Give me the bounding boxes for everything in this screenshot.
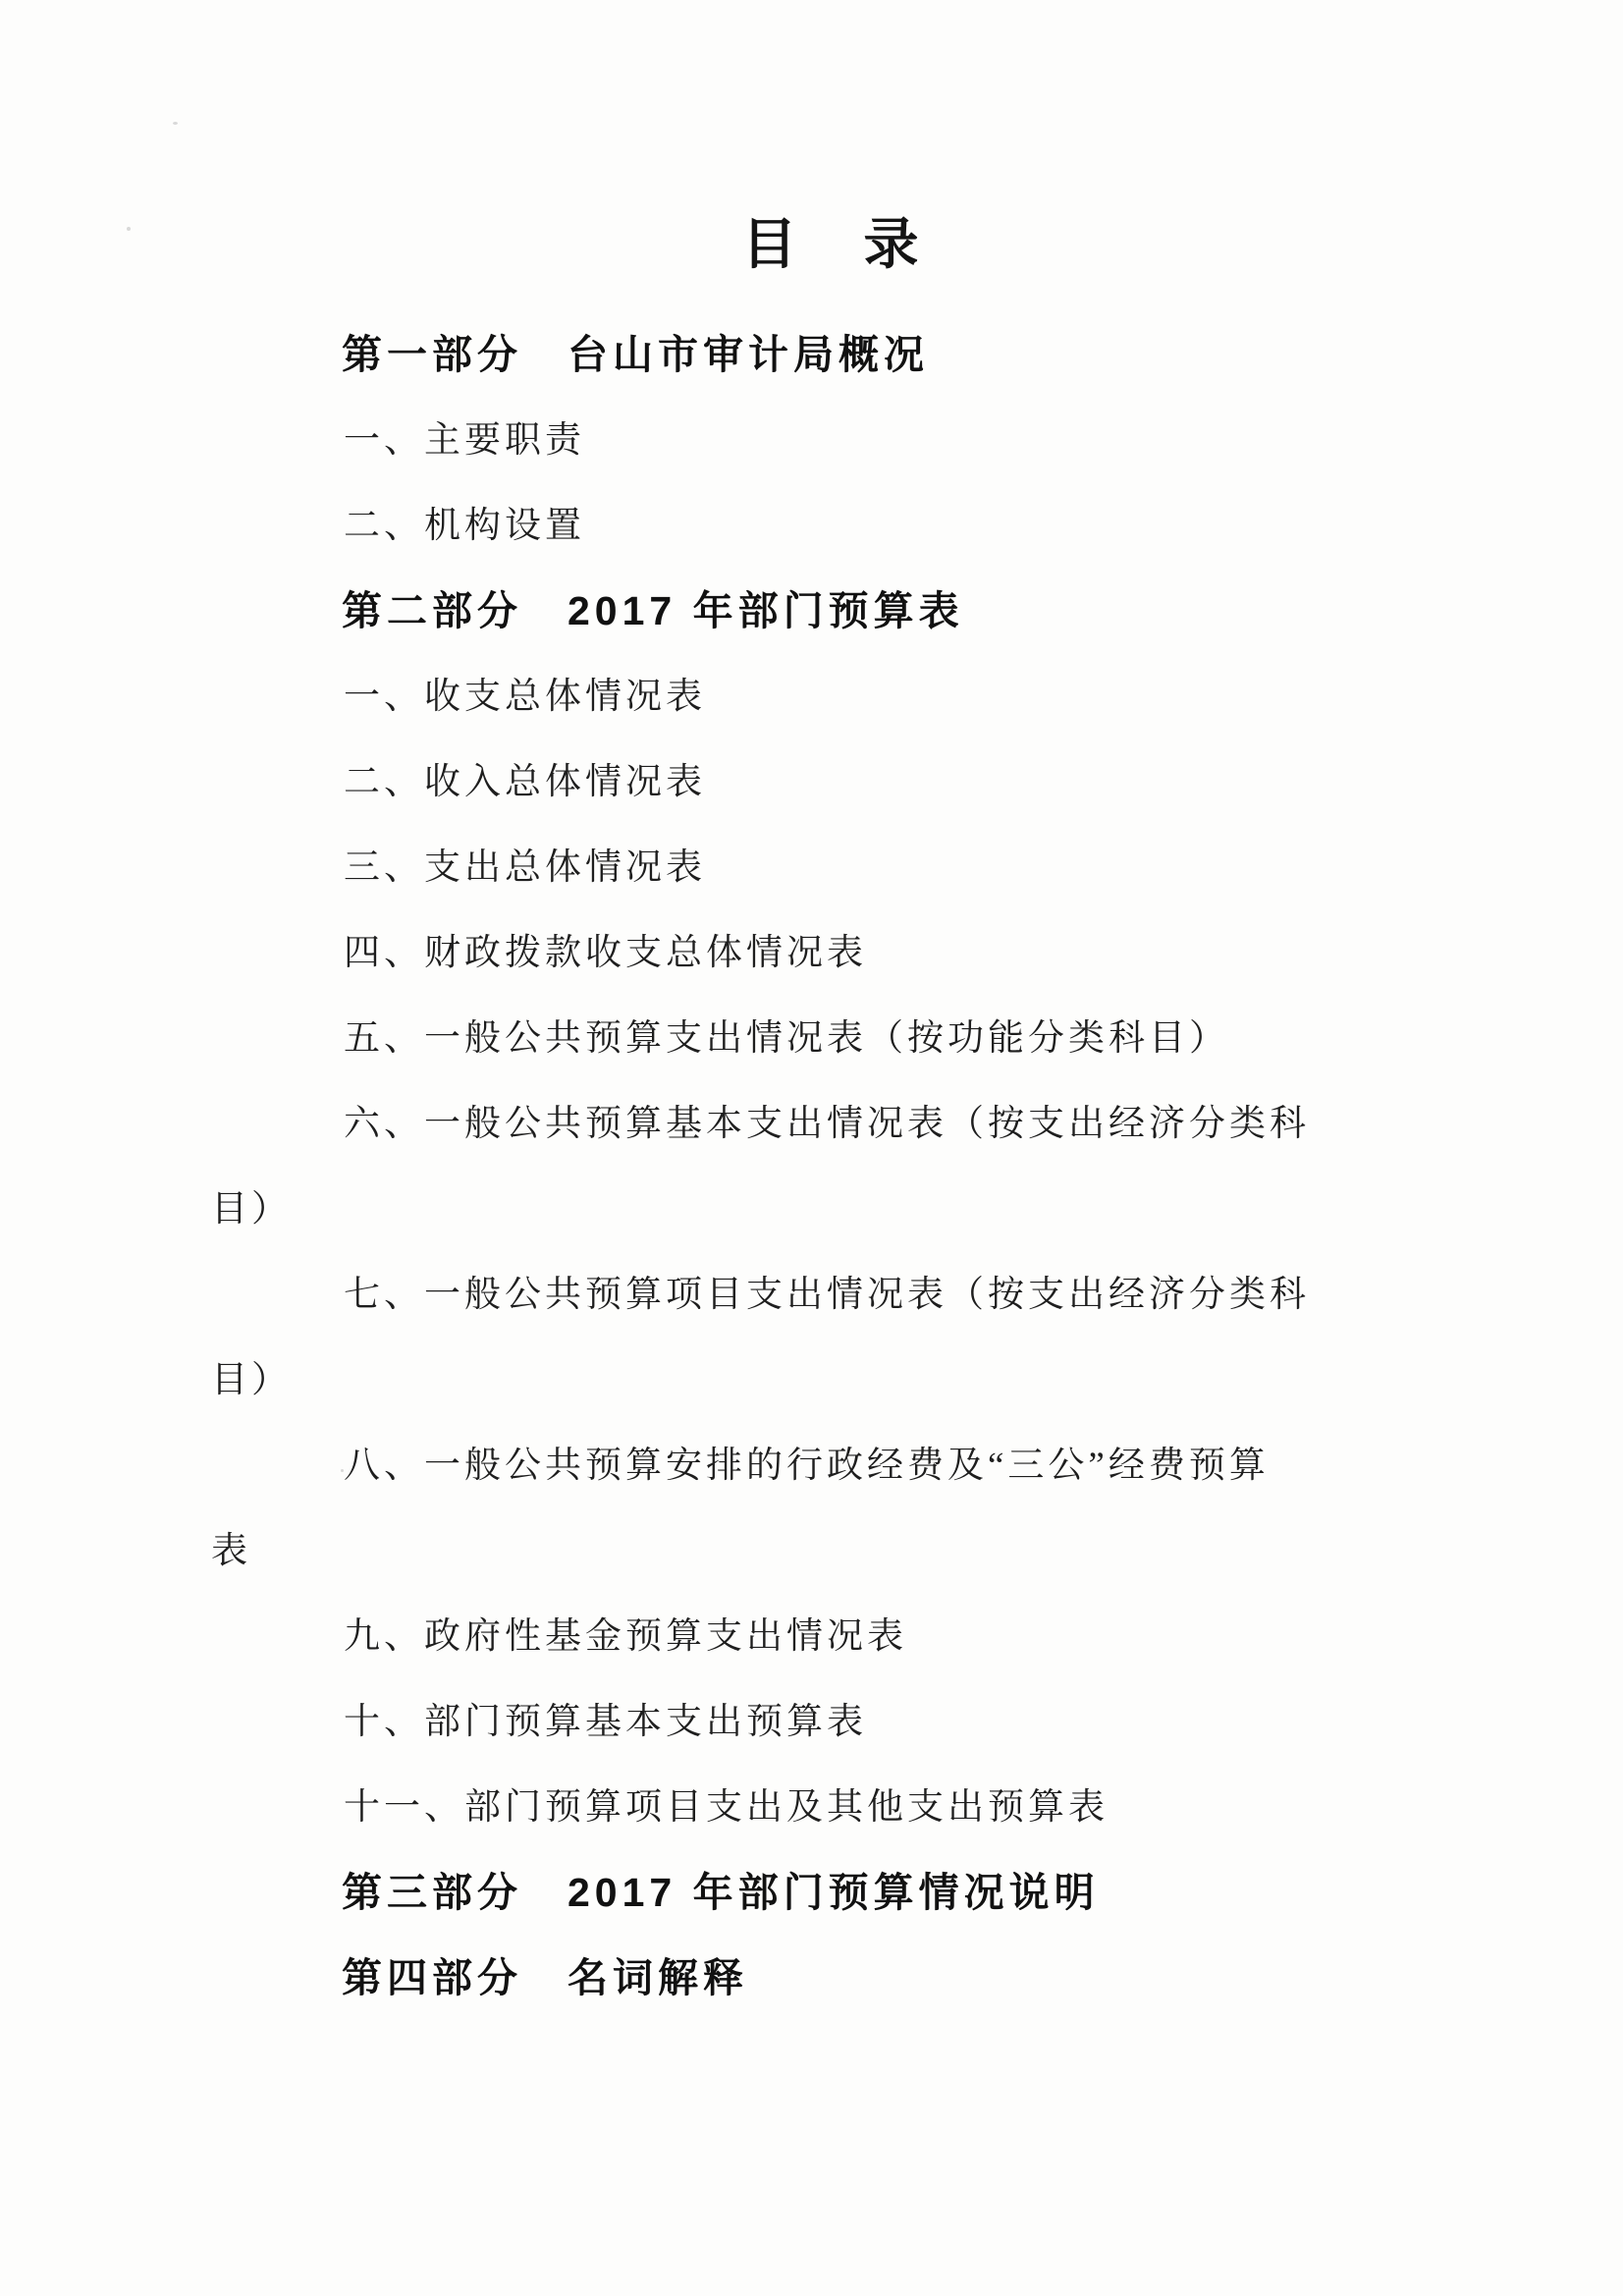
toc-item-11-dept-project: 十一、部门预算项目支出及其他支出预算表 bbox=[344, 1787, 1109, 1828]
toc-item-10-dept-basic: 十、部门预算基本支出预算表 bbox=[344, 1702, 867, 1742]
toc-heading-part1: 第一部分 台山市审计局概况 bbox=[342, 332, 929, 377]
toc-item-5-public-budget: 五、一般公共预算支出情况表（按功能分类科目） bbox=[344, 1018, 1229, 1059]
toc-item-4-fiscal: 四、财政拨款收支总体情况表 bbox=[344, 933, 867, 973]
toc-item-7-project-exp: 七、一般公共预算项目支出情况表（按支出经济分类科 bbox=[344, 1275, 1310, 1315]
toc-item-2-structure: 二、机构设置 bbox=[344, 506, 585, 546]
toc-item-2-income: 二、收入总体情况表 bbox=[344, 762, 706, 802]
toc-item-6-continuation: 目） bbox=[211, 1189, 292, 1230]
toc-heading-part4: 第四部分 名词解释 bbox=[342, 1955, 748, 2000]
page-title: 目 录 bbox=[741, 215, 925, 276]
toc-heading-part3: 第三部分 2017 年部门预算情况说明 bbox=[342, 1870, 1100, 1915]
toc-item-6-basic-exp: 六、一般公共预算基本支出情况表（按支出经济分类科 bbox=[344, 1104, 1310, 1144]
toc-item-9-gov-fund: 九、政府性基金预算支出情况表 bbox=[344, 1616, 907, 1657]
toc-item-8-continuation: 表 bbox=[211, 1531, 251, 1571]
toc-item-1-overview: 一、收支总体情况表 bbox=[344, 677, 706, 717]
scan-speck bbox=[341, 1469, 344, 1472]
toc-item-1-duties: 一、主要职责 bbox=[344, 420, 585, 461]
toc-heading-part2: 第二部分 2017 年部门预算表 bbox=[342, 588, 964, 633]
toc-item-8-admin-funds: 八、一般公共预算安排的行政经费及“三公”经费预算 bbox=[344, 1446, 1270, 1486]
toc-item-7-continuation: 目） bbox=[211, 1360, 292, 1400]
table-of-contents bbox=[211, 312, 1468, 2021]
toc-item-3-expenditure: 三、支出总体情况表 bbox=[344, 847, 706, 888]
